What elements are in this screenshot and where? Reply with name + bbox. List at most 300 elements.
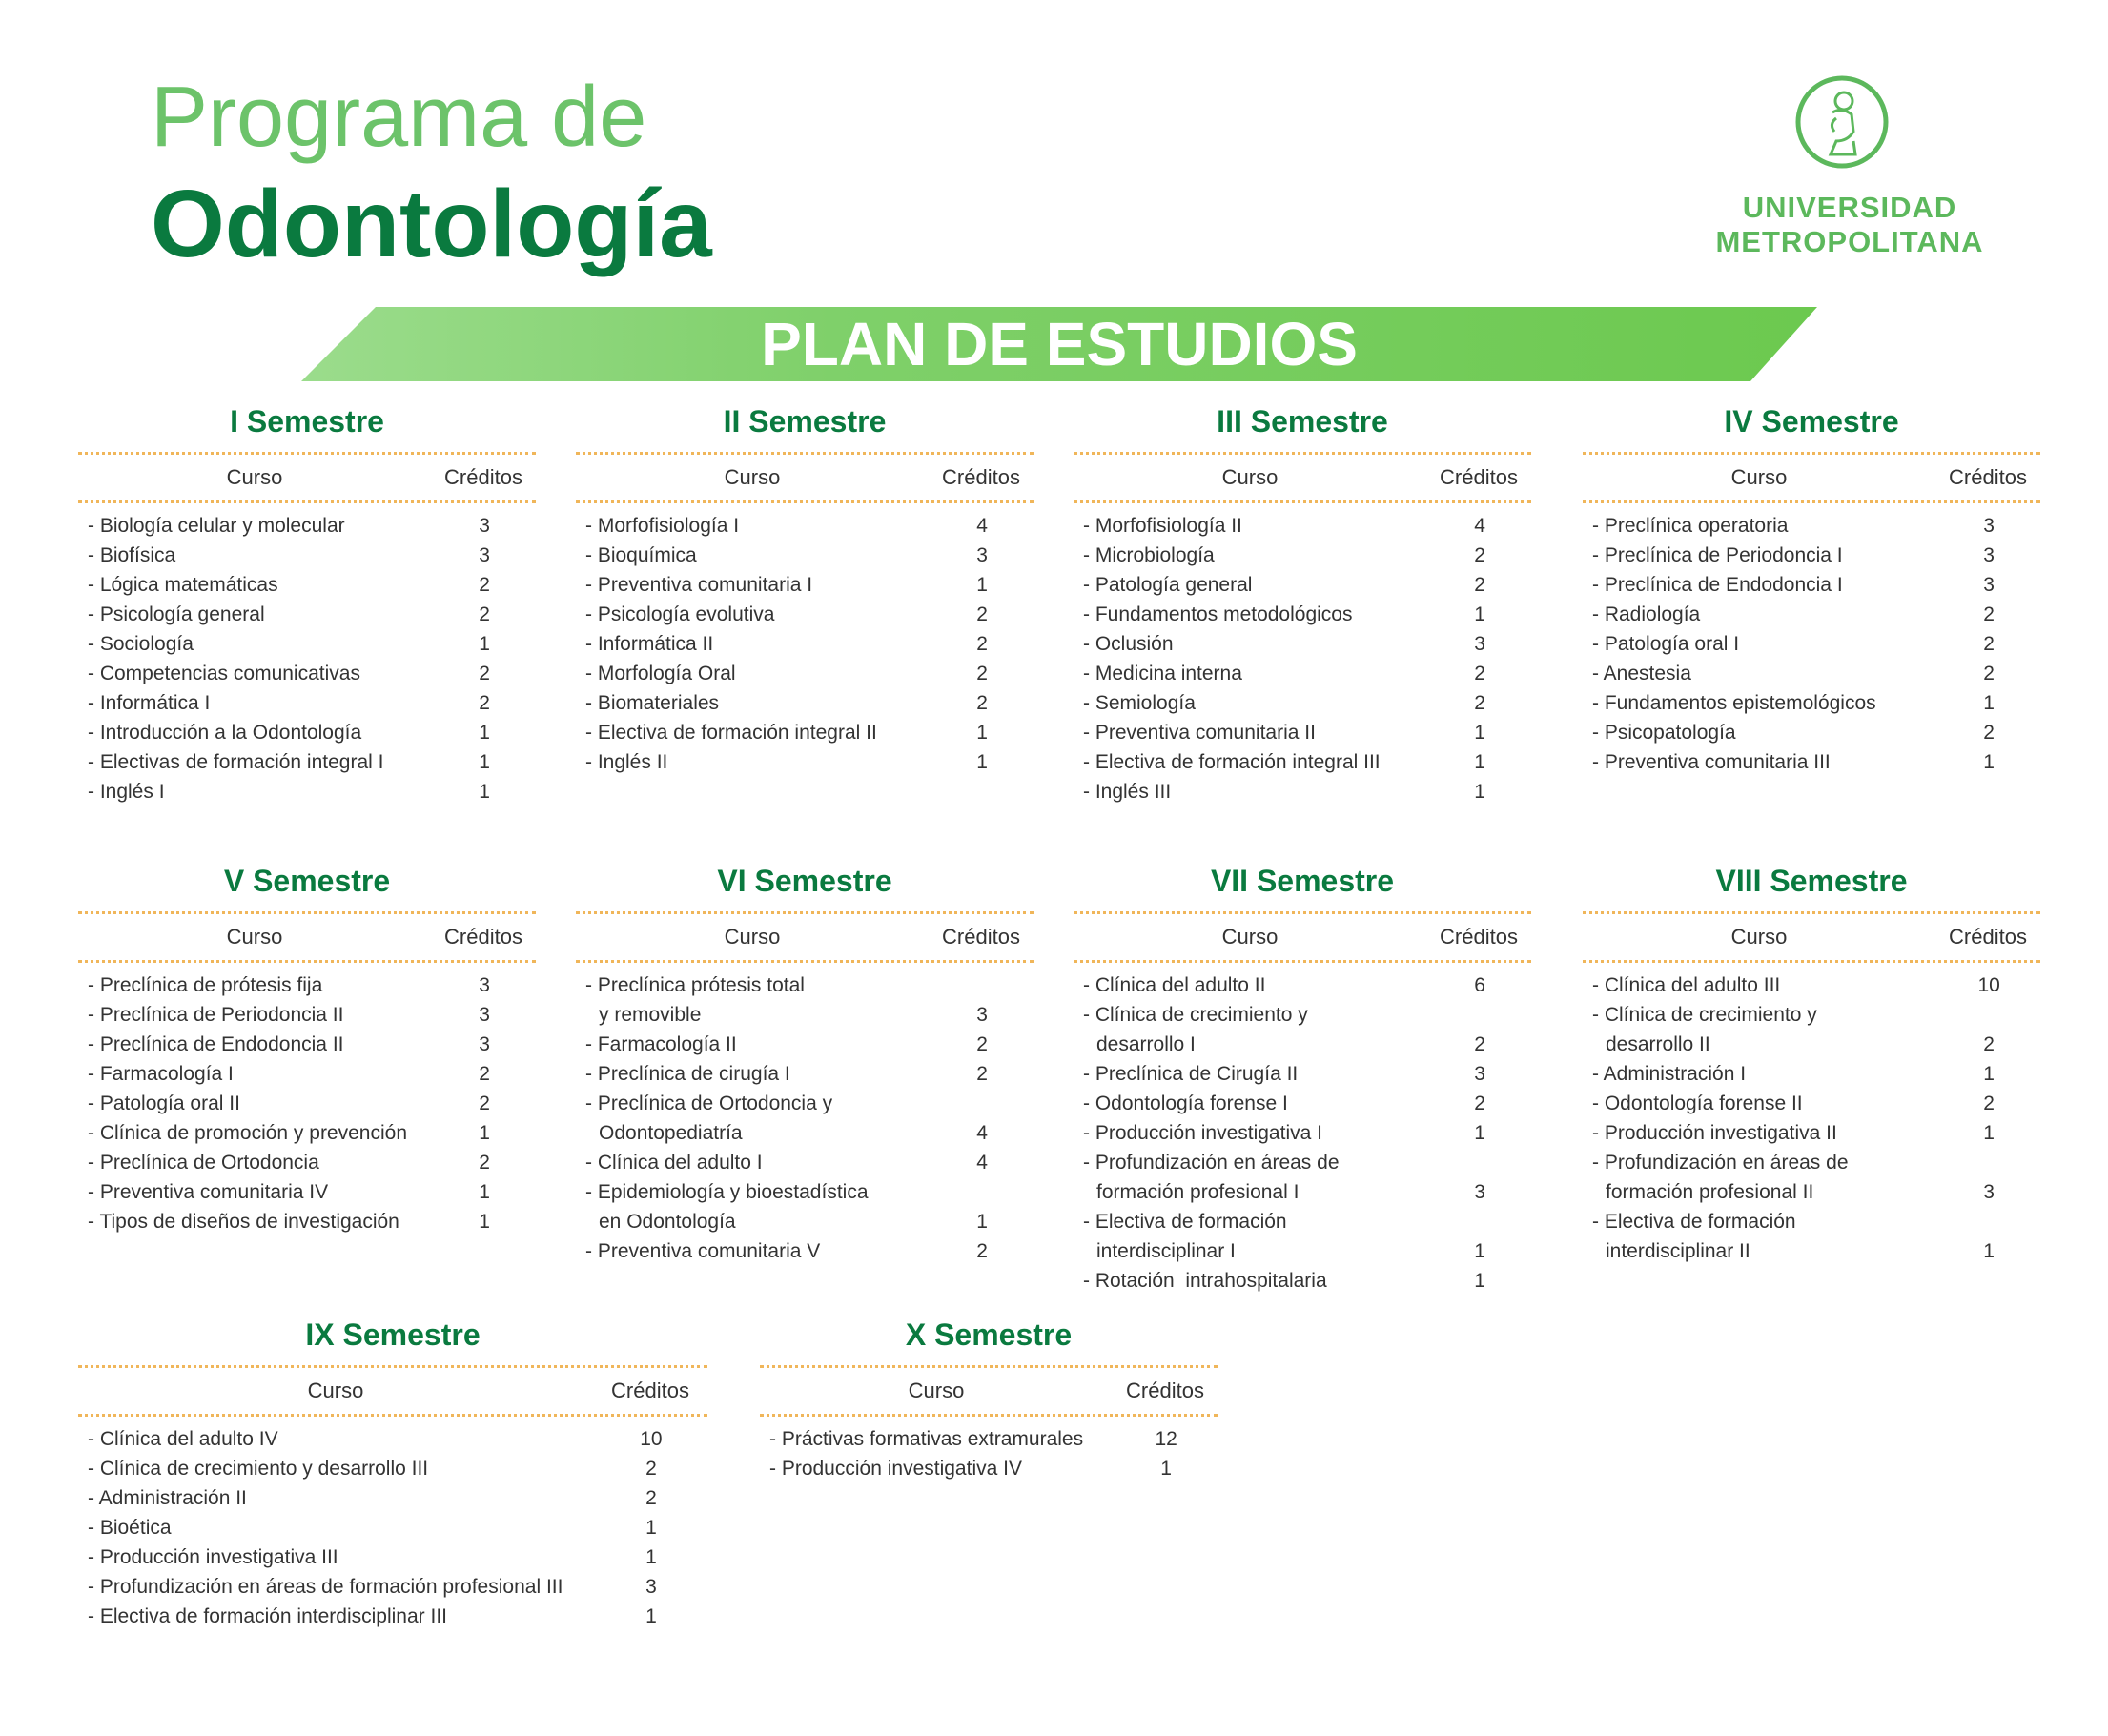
course-name	[760, 1424, 1115, 1454]
course-name-line: - Informática II	[585, 633, 714, 655]
course-row	[78, 1000, 536, 1030]
course-row	[1074, 688, 1531, 718]
course-row	[78, 1148, 536, 1177]
course-name-continuation: Odontopediatría	[599, 1122, 743, 1144]
credits-column-label: Créditos	[1126, 1379, 1204, 1402]
course-row	[1074, 600, 1531, 629]
course-name-line: - Fundamentos epistemológicos	[1592, 692, 1876, 714]
course-row	[1583, 570, 2040, 600]
course-name-line: - Clínica del adulto III	[1592, 974, 1781, 996]
course-row	[1583, 1089, 2040, 1118]
course-credits: 3	[976, 1004, 988, 1026]
column-header	[78, 914, 536, 960]
course-row	[78, 1030, 536, 1059]
course-row	[760, 1454, 1218, 1483]
course-name	[78, 511, 433, 541]
column-header	[576, 914, 1034, 960]
course-name-line: - Preclínica de Periodoncia II	[88, 1004, 344, 1026]
course-name-line: - Profundización en áreas de	[1592, 1152, 1849, 1174]
course-credits: 3	[479, 1033, 490, 1055]
course-name	[576, 688, 931, 718]
course-name-line: - Electivas de formación integral I	[88, 751, 384, 773]
course-name-line: - Introducción a la Odontología	[88, 722, 362, 744]
course-name-line: - Anestesia	[1592, 663, 1691, 684]
course-name-line: - Rotación intrahospitalaria	[1083, 1270, 1327, 1292]
course-column-label: Curso	[724, 465, 781, 489]
course-credits: 2	[976, 633, 988, 655]
course-credits: 1	[479, 1211, 490, 1233]
course-name	[78, 1000, 433, 1030]
course-list	[78, 503, 536, 807]
course-credits: 1	[1160, 1458, 1172, 1480]
course-credits: 3	[645, 1576, 657, 1598]
semester-block	[760, 1314, 1218, 1483]
course-name	[576, 659, 931, 688]
course-name-line: - Producción investigativa I	[1083, 1122, 1322, 1144]
course-credits: 3	[479, 515, 490, 537]
semester-block	[1074, 400, 1531, 807]
course-row	[576, 629, 1034, 659]
course-name	[78, 1454, 595, 1483]
course-row	[1583, 511, 2040, 541]
course-column-label: Curso	[724, 925, 781, 949]
course-credits: 4	[1474, 515, 1485, 537]
course-name	[1583, 1148, 1937, 1207]
semester-title: I Semestre	[230, 404, 384, 439]
course-name	[1074, 1000, 1428, 1059]
course-credits: 1	[1474, 722, 1485, 744]
course-row	[576, 600, 1034, 629]
course-name-line: - Preclínica operatoria	[1592, 515, 1789, 537]
course-name	[1583, 1118, 1937, 1148]
course-credits: 1	[1474, 781, 1485, 803]
course-row	[576, 970, 1034, 1030]
course-row	[1583, 1000, 2040, 1059]
course-row	[1074, 541, 1531, 570]
column-header	[1074, 914, 1531, 960]
course-name	[78, 541, 433, 570]
course-row	[1074, 718, 1531, 747]
course-name-line: - Radiología	[1592, 603, 1701, 625]
program-title-line2: Odontología	[151, 171, 712, 277]
course-name	[1583, 629, 1937, 659]
course-name	[78, 1483, 595, 1513]
credits-column-label: Créditos	[611, 1379, 689, 1402]
semester-block	[78, 1314, 707, 1631]
course-name	[576, 600, 931, 629]
semester-block	[576, 400, 1034, 777]
course-row	[1074, 1059, 1531, 1089]
course-name-line: - Inglés I	[88, 781, 165, 803]
course-name-line: - Patología oral I	[1592, 633, 1740, 655]
course-name-line: - Fundamentos metodológicos	[1083, 603, 1353, 625]
course-credits: 1	[645, 1517, 657, 1539]
course-name	[1074, 1059, 1428, 1089]
semester-block	[1583, 400, 2040, 777]
course-row	[576, 511, 1034, 541]
course-name	[78, 1424, 595, 1454]
course-name	[1583, 718, 1937, 747]
course-row	[78, 1513, 707, 1542]
course-row	[78, 1089, 536, 1118]
course-name-line: - Psicología evolutiva	[585, 603, 775, 625]
course-name	[1074, 1266, 1428, 1296]
semester-title: IV Semestre	[1724, 404, 1899, 439]
course-row	[78, 629, 536, 659]
course-name-line: - Morfología Oral	[585, 663, 736, 684]
course-row	[78, 747, 536, 777]
course-name-line: - Lógica matemáticas	[88, 574, 278, 596]
course-credits: 1	[1474, 1240, 1485, 1262]
course-name-line: - Preclínica de Ortodoncia	[88, 1152, 319, 1174]
course-credits: 1	[976, 574, 988, 596]
course-name	[78, 1148, 433, 1177]
course-row	[78, 1424, 707, 1454]
course-credits: 6	[1474, 974, 1485, 996]
course-row	[78, 777, 536, 807]
semester-title: VII Semestre	[1210, 864, 1395, 898]
course-name-line: - Inglés II	[585, 751, 668, 773]
course-name	[1583, 970, 1937, 1000]
course-credits: 2	[645, 1458, 657, 1480]
course-row	[78, 659, 536, 688]
course-credits: 2	[1983, 722, 1995, 744]
course-name-line: - Biomateriales	[585, 692, 720, 714]
course-name	[78, 1542, 595, 1572]
course-credits: 4	[976, 1152, 988, 1174]
course-name-line: - Electiva de formación interdisciplinar III	[88, 1605, 447, 1627]
course-name-continuation: interdisciplinar I	[1096, 1240, 1236, 1262]
course-name	[78, 1207, 433, 1236]
course-row	[576, 1148, 1034, 1177]
course-name-line: - Preclínica de prótesis fija	[88, 974, 323, 996]
thinker-emblem-icon	[1794, 74, 1890, 170]
course-row	[1074, 1266, 1531, 1296]
course-name-line: - Farmacología I	[88, 1063, 234, 1085]
plan-de-estudios-heading: PLAN DE ESTUDIOS	[761, 310, 1358, 378]
course-name	[1583, 747, 1937, 777]
course-credits: 1	[479, 751, 490, 773]
course-name-line: - Electiva de formación integral II	[585, 722, 877, 744]
course-name-line: - Sociología	[88, 633, 194, 655]
course-row	[1583, 718, 2040, 747]
course-list	[576, 963, 1034, 1266]
course-name-line: - Bioquímica	[585, 544, 697, 566]
semester-block	[1583, 860, 2040, 1266]
course-name	[78, 600, 433, 629]
course-credits: 1	[645, 1605, 657, 1627]
course-row	[576, 718, 1034, 747]
course-credits: 2	[479, 1093, 490, 1114]
course-name	[78, 1059, 433, 1089]
course-name-line: - Inglés III	[1083, 781, 1172, 803]
course-name	[1074, 659, 1428, 688]
course-credits: 3	[976, 544, 988, 566]
column-header	[576, 455, 1034, 500]
course-credits: 1	[976, 722, 988, 744]
course-name	[1074, 629, 1428, 659]
course-name	[78, 1572, 595, 1602]
course-row	[576, 1177, 1034, 1236]
course-name	[78, 1118, 433, 1148]
course-credits: 3	[479, 974, 490, 996]
course-name-line: - Preventiva comunitaria III	[1592, 751, 1831, 773]
course-row	[78, 1483, 707, 1513]
course-name	[576, 570, 931, 600]
course-credits: 2	[479, 1063, 490, 1085]
course-name-line: - Electiva de formación integral III	[1083, 751, 1381, 773]
course-row	[1074, 570, 1531, 600]
column-header	[760, 1368, 1218, 1414]
course-column-label: Curso	[1730, 925, 1788, 949]
course-name-line: - Biofísica	[88, 544, 176, 566]
course-credits: 3	[1474, 633, 1485, 655]
course-credits: 2	[1983, 1093, 1995, 1114]
credits-column-label: Créditos	[942, 925, 1020, 949]
semester-title: VIII Semestre	[1715, 864, 1908, 898]
course-name-line: - Electiva de formación	[1083, 1211, 1287, 1233]
course-credits: 1	[645, 1546, 657, 1568]
course-row	[1074, 1148, 1531, 1207]
course-name-line: - Preclínica de Ortodoncia y	[585, 1093, 833, 1114]
semester-block	[1074, 860, 1531, 1296]
course-name-line: - Biología celular y molecular	[88, 515, 345, 537]
course-name-line: - Profundización en áreas de formación profesional III	[88, 1576, 563, 1598]
course-name-continuation: interdisciplinar II	[1606, 1240, 1750, 1262]
course-credits: 2	[479, 663, 490, 684]
course-name	[1583, 659, 1937, 688]
course-row	[1074, 1118, 1531, 1148]
course-row	[78, 688, 536, 718]
course-row	[78, 570, 536, 600]
course-credits: 3	[479, 1004, 490, 1026]
course-credits: 3	[1474, 1063, 1485, 1085]
course-name	[78, 747, 433, 777]
course-name	[1074, 570, 1428, 600]
course-column-label: Curso	[226, 465, 283, 489]
semester-title: VI Semestre	[717, 864, 892, 898]
semester-title: V Semestre	[223, 864, 391, 898]
course-name	[1074, 718, 1428, 747]
course-row	[1583, 747, 2040, 777]
column-header	[1583, 455, 2040, 500]
course-name-line: - Preclínica de Endodoncia II	[88, 1033, 344, 1055]
course-name	[78, 688, 433, 718]
course-credits: 2	[1474, 1093, 1485, 1114]
course-column-label: Curso	[1221, 925, 1279, 949]
course-credits: 2	[976, 603, 988, 625]
course-name	[576, 1059, 931, 1089]
course-name-line: - Odontología forense I	[1083, 1093, 1288, 1114]
course-name	[576, 1089, 931, 1148]
course-name-line: - Patología oral II	[88, 1093, 240, 1114]
course-list	[1583, 963, 2040, 1266]
logo-text-metropolitana: METROPOLITANA	[1715, 225, 1984, 258]
credits-column-label: Créditos	[1440, 465, 1518, 489]
course-row	[78, 600, 536, 629]
course-row	[1583, 970, 2040, 1000]
course-row	[1074, 659, 1531, 688]
course-row	[1583, 1207, 2040, 1266]
course-name-line: - Administración II	[88, 1487, 247, 1509]
course-name	[576, 1030, 931, 1059]
course-credits: 1	[976, 751, 988, 773]
course-credits: 2	[976, 692, 988, 714]
course-name	[78, 970, 433, 1000]
course-credits: 1	[1474, 603, 1485, 625]
course-row	[1583, 659, 2040, 688]
course-name	[1583, 1000, 1937, 1059]
course-row	[78, 541, 536, 570]
course-credits: 2	[1474, 1033, 1485, 1055]
course-name	[78, 1030, 433, 1059]
course-name-line: - Electiva de formación	[1592, 1211, 1796, 1233]
course-credits: 2	[976, 1033, 988, 1055]
course-name	[1074, 688, 1428, 718]
course-credits: 2	[1474, 574, 1485, 596]
course-credits: 3	[1983, 544, 1995, 566]
course-name-line: - Psicopatología	[1592, 722, 1736, 744]
course-name-line: - Bioética	[88, 1517, 172, 1539]
course-row	[78, 511, 536, 541]
course-row	[1074, 747, 1531, 777]
course-name-line: - Tipos de diseños de investigación	[88, 1211, 399, 1233]
course-name-line: - Preclínica de cirugía I	[585, 1063, 790, 1085]
course-name-line: - Preclínica de Endodoncia I	[1592, 574, 1843, 596]
semester-title: III Semestre	[1217, 404, 1388, 439]
course-name-line: - Informática I	[88, 692, 211, 714]
course-name-line: - Preventiva comunitaria IV	[88, 1181, 329, 1203]
course-name	[1074, 511, 1428, 541]
course-credits: 10	[1977, 974, 2000, 996]
course-name-line: - Producción investigativa III	[88, 1546, 338, 1568]
course-name	[576, 1236, 931, 1266]
course-name	[1074, 1089, 1428, 1118]
course-name-line: - Psicología general	[88, 603, 265, 625]
course-name-line: - Semiología	[1083, 692, 1196, 714]
semester-block	[78, 400, 536, 807]
course-row	[78, 1118, 536, 1148]
course-row	[576, 1030, 1034, 1059]
semester-block	[576, 860, 1034, 1266]
column-header	[1583, 914, 2040, 960]
course-credits: 1	[976, 1211, 988, 1233]
course-credits: 3	[479, 544, 490, 566]
credits-column-label: Créditos	[1440, 925, 1518, 949]
course-credits: 4	[976, 1122, 988, 1144]
course-name	[78, 1177, 433, 1207]
course-name-line: - Clínica de crecimiento y	[1083, 1004, 1308, 1026]
course-row	[78, 1207, 536, 1236]
course-name	[78, 1513, 595, 1542]
course-name	[1583, 570, 1937, 600]
course-credits: 2	[1983, 633, 1995, 655]
course-name-line: - Clínica de crecimiento y desarrollo III	[88, 1458, 429, 1480]
course-name-line: - Preclínica prótesis total	[585, 974, 805, 996]
course-credits: 3	[1983, 574, 1995, 596]
course-row	[1074, 1000, 1531, 1059]
course-name-line: - Clínica del adulto I	[585, 1152, 763, 1174]
course-name	[1074, 600, 1428, 629]
course-credits: 1	[1983, 1122, 1995, 1144]
course-name	[1074, 1148, 1428, 1207]
course-name-line: - Oclusión	[1083, 633, 1174, 655]
course-row	[576, 688, 1034, 718]
course-row	[1074, 1089, 1531, 1118]
course-name-line: - Microbiología	[1083, 544, 1215, 566]
semester-title: IX Semestre	[305, 1317, 481, 1352]
course-name-line: - Clínica de crecimiento y	[1592, 1004, 1817, 1026]
course-name-line: - Farmacología II	[585, 1033, 737, 1055]
course-credits: 1	[479, 633, 490, 655]
course-name	[1074, 1118, 1428, 1148]
course-row	[78, 718, 536, 747]
course-credits: 2	[1983, 663, 1995, 684]
course-row	[1583, 1118, 2040, 1148]
course-credits: 3	[1983, 515, 1995, 537]
course-credits: 1	[1474, 1122, 1485, 1144]
course-name-continuation: en Odontología	[599, 1211, 736, 1233]
course-row	[760, 1424, 1218, 1454]
course-row	[1583, 541, 2040, 570]
course-column-label: Curso	[226, 925, 283, 949]
course-name-line: - Producción investigativa II	[1592, 1122, 1837, 1144]
course-credits: 12	[1155, 1428, 1177, 1450]
course-name	[576, 1177, 931, 1236]
course-credits: 1	[1983, 1063, 1995, 1085]
logo-text-university: UNIVERSIDAD	[1742, 191, 1957, 224]
credits-column-label: Créditos	[1949, 925, 2027, 949]
course-name	[78, 659, 433, 688]
course-name	[1583, 1207, 1937, 1266]
column-header	[78, 1368, 707, 1414]
course-credits: 1	[479, 1122, 490, 1144]
course-name-line: - Preclínica de Cirugía II	[1083, 1063, 1299, 1085]
course-credits: 2	[1474, 544, 1485, 566]
course-name	[1583, 541, 1937, 570]
course-credits: 2	[1983, 1033, 1995, 1055]
program-title-line1: Programa de	[151, 70, 647, 165]
course-name	[1583, 688, 1937, 718]
course-credits: 1	[479, 722, 490, 744]
course-credits: 1	[1474, 751, 1485, 773]
course-name-line: - Preclínica de Periodoncia I	[1592, 544, 1843, 566]
course-list	[78, 1417, 707, 1631]
course-name	[1074, 541, 1428, 570]
course-column-label: Curso	[1730, 465, 1788, 489]
course-name	[78, 629, 433, 659]
course-name	[1074, 1207, 1428, 1266]
course-name	[78, 1602, 595, 1631]
course-row	[78, 1542, 707, 1572]
course-name	[576, 718, 931, 747]
course-name	[78, 570, 433, 600]
course-row	[576, 541, 1034, 570]
course-name	[1074, 777, 1428, 807]
course-credits: 2	[976, 663, 988, 684]
semester-block	[78, 860, 536, 1236]
course-row	[1074, 511, 1531, 541]
course-name	[576, 629, 931, 659]
course-name	[1074, 747, 1428, 777]
course-credits: 2	[976, 1063, 988, 1085]
credits-column-label: Créditos	[1949, 465, 2027, 489]
course-name-continuation: formación profesional I	[1096, 1181, 1300, 1203]
column-header	[1074, 455, 1531, 500]
course-name-continuation: desarrollo II	[1606, 1033, 1710, 1055]
course-row	[1583, 1148, 2040, 1207]
course-row	[576, 1059, 1034, 1089]
